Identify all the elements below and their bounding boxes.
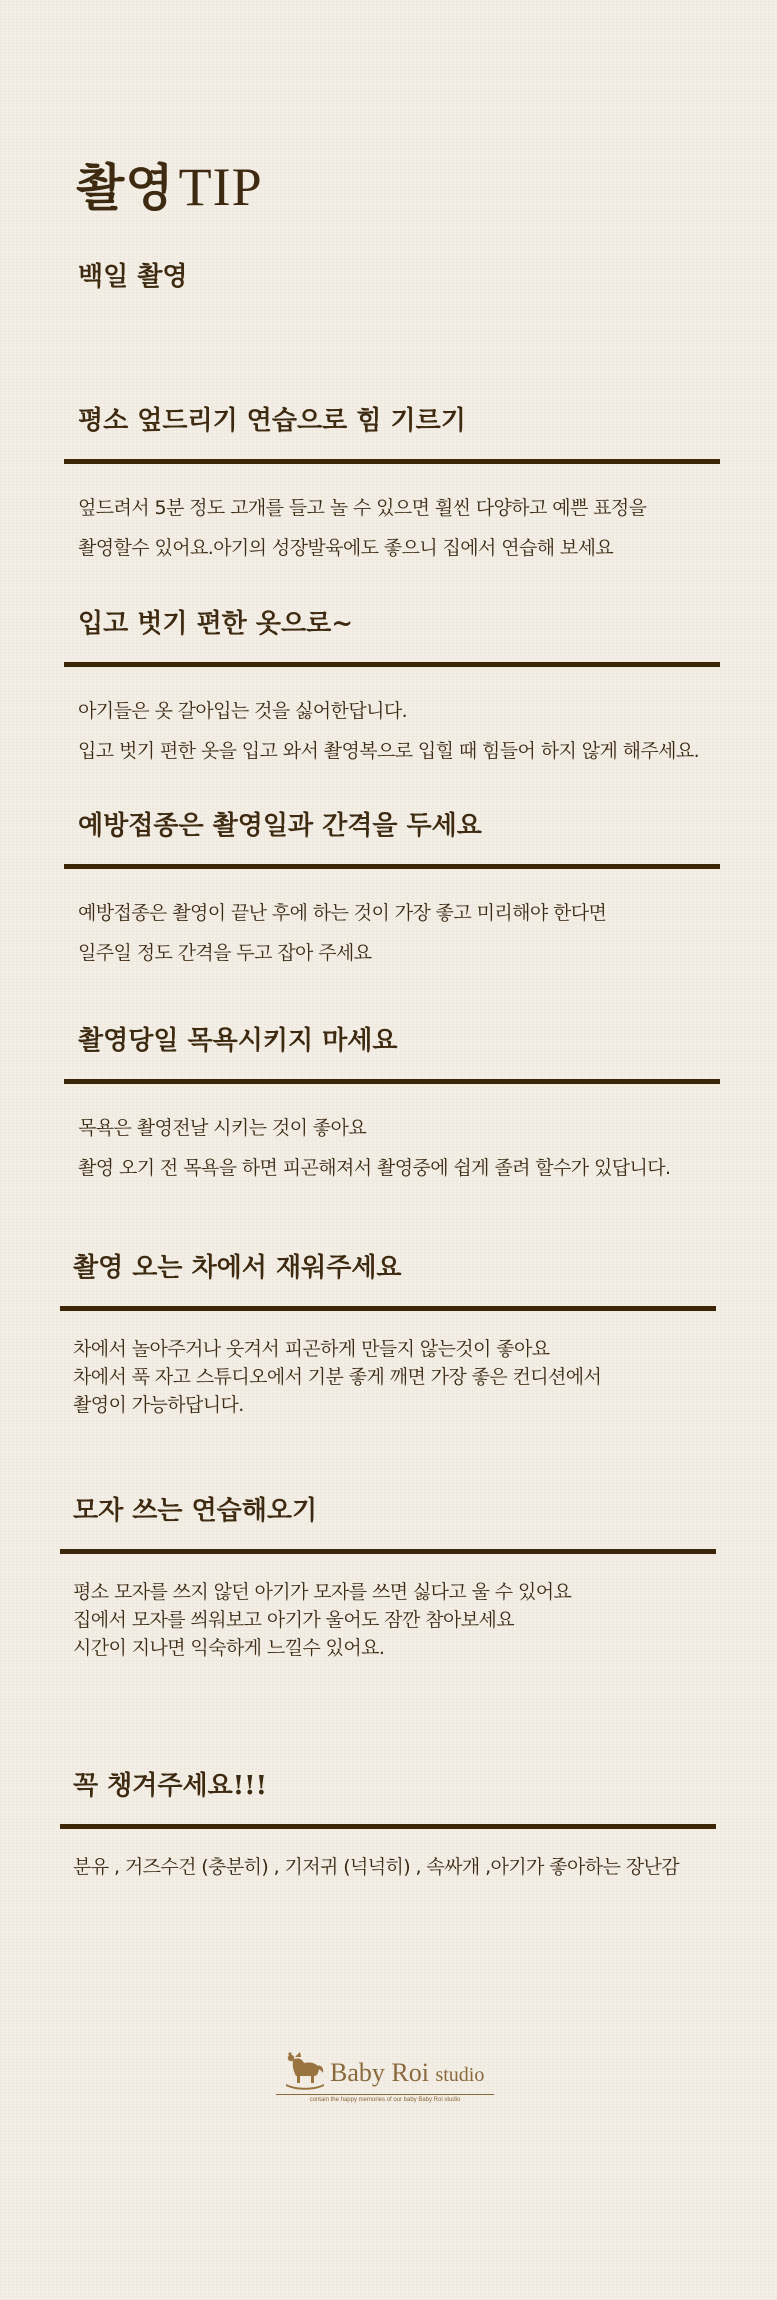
section-body <box>60 1853 716 1881</box>
section-body <box>64 893 720 973</box>
body-line: 분유 , 거즈수건 (충분히) , 기저귀 (넉넉히) , 속싸개 ,아기가 좋아하는 장난감 <box>73 1856 679 1878</box>
page-title-korean: 촬영 <box>76 158 175 217</box>
studio-tagline: contain the happy memories of our baby Baby Roi studio <box>309 2097 461 2103</box>
section-title: 촬영당일 목욕시키지 마세요 <box>78 1026 398 1056</box>
body-line: 차에서 놀아주거나 웃겨서 피곤하게 만들지 않는것이 좋아요 <box>73 1338 550 1360</box>
tip-section-sleep-in-car <box>60 1250 716 1419</box>
body-line: 엎드려서 5분 정도 고개를 들고 놀 수 있으면 휠씬 다양하고 예쁜 표정을 <box>78 497 647 519</box>
section-divider <box>64 864 720 869</box>
tip-section-checklist <box>60 1768 716 1881</box>
body-line: 차에서 푹 자고 스튜디오에서 기분 좋게 깨면 가장 좋은 컨디션에서 <box>73 1366 602 1388</box>
body-line: 예방접종은 촬영이 끝난 후에 하는 것이 가장 좋고 미리해야 한다면 <box>78 902 607 924</box>
section-body <box>64 691 720 771</box>
tip-section-no-bath <box>64 1023 720 1188</box>
section-divider <box>60 1306 716 1311</box>
section-title: 꼭 챙겨주세요!!! <box>73 1771 267 1801</box>
rocking-horse-icon <box>282 2048 326 2092</box>
body-line: 목욕은 촬영전날 시키는 것이 좋아요 <box>78 1117 367 1139</box>
body-line: 시간이 지나면 익숙하게 느낄수 있어요. <box>73 1637 385 1659</box>
section-title: 모자 쓰는 연습해오기 <box>73 1496 318 1526</box>
studio-name <box>330 2058 484 2088</box>
studio-logo <box>276 2048 494 2118</box>
section-divider <box>64 459 720 464</box>
studio-name-suffix: studio <box>435 2064 485 2086</box>
body-line: 촬영이 가능하답니다. <box>73 1394 244 1416</box>
body-line: 아기들은 옷 갈아입는 것을 싫어한답니다. <box>78 700 408 722</box>
logo-divider <box>276 2094 494 2095</box>
section-divider <box>64 662 720 667</box>
section-body <box>64 1108 720 1188</box>
section-title: 평소 엎드리기 연습으로 힘 기르기 <box>78 406 466 436</box>
studio-name-main: Baby Roi <box>330 2058 429 2087</box>
page-title <box>76 148 263 220</box>
tip-section-tummy-time <box>64 403 720 568</box>
section-divider <box>60 1549 716 1554</box>
section-body <box>64 488 720 568</box>
tip-section-vaccination <box>64 808 720 973</box>
body-line: 집에서 모자를 씌워보고 아기가 울어도 잠깐 참아보세요 <box>73 1609 514 1631</box>
body-line: 일주일 정도 간격을 두고 잡아 주세요 <box>78 942 372 964</box>
body-line: 평소 모자를 쓰지 않던 아기가 모자를 쓰면 싫다고 울 수 있어요 <box>73 1581 572 1603</box>
tip-section-easy-clothes <box>64 606 720 771</box>
page-title-english: TIP <box>178 157 263 217</box>
section-title: 촬영 오는 차에서 재워주세요 <box>73 1253 402 1283</box>
section-body <box>60 1578 716 1662</box>
section-title: 예방접종은 촬영일과 간격을 두세요 <box>78 811 482 841</box>
section-title: 입고 벗기 편한 옷으로~ <box>78 609 353 639</box>
section-divider <box>64 1079 720 1084</box>
body-line: 촬영할수 있어요.아기의 성장발육에도 좋으니 집에서 연습해 보세요 <box>78 537 614 559</box>
page-subtitle: 백일 촬영 <box>78 262 188 292</box>
body-line: 촬영 오기 전 목욕을 하면 피곤해져서 촬영중에 쉽게 졸려 할수가 있답니다. <box>78 1157 671 1179</box>
section-divider <box>60 1824 716 1829</box>
body-line: 입고 벗기 편한 옷을 입고 와서 촬영복으로 입힐 때 힘들어 하지 않게 해주세요. <box>78 740 700 762</box>
section-body <box>60 1335 716 1419</box>
tip-section-hat-practice <box>60 1493 716 1662</box>
